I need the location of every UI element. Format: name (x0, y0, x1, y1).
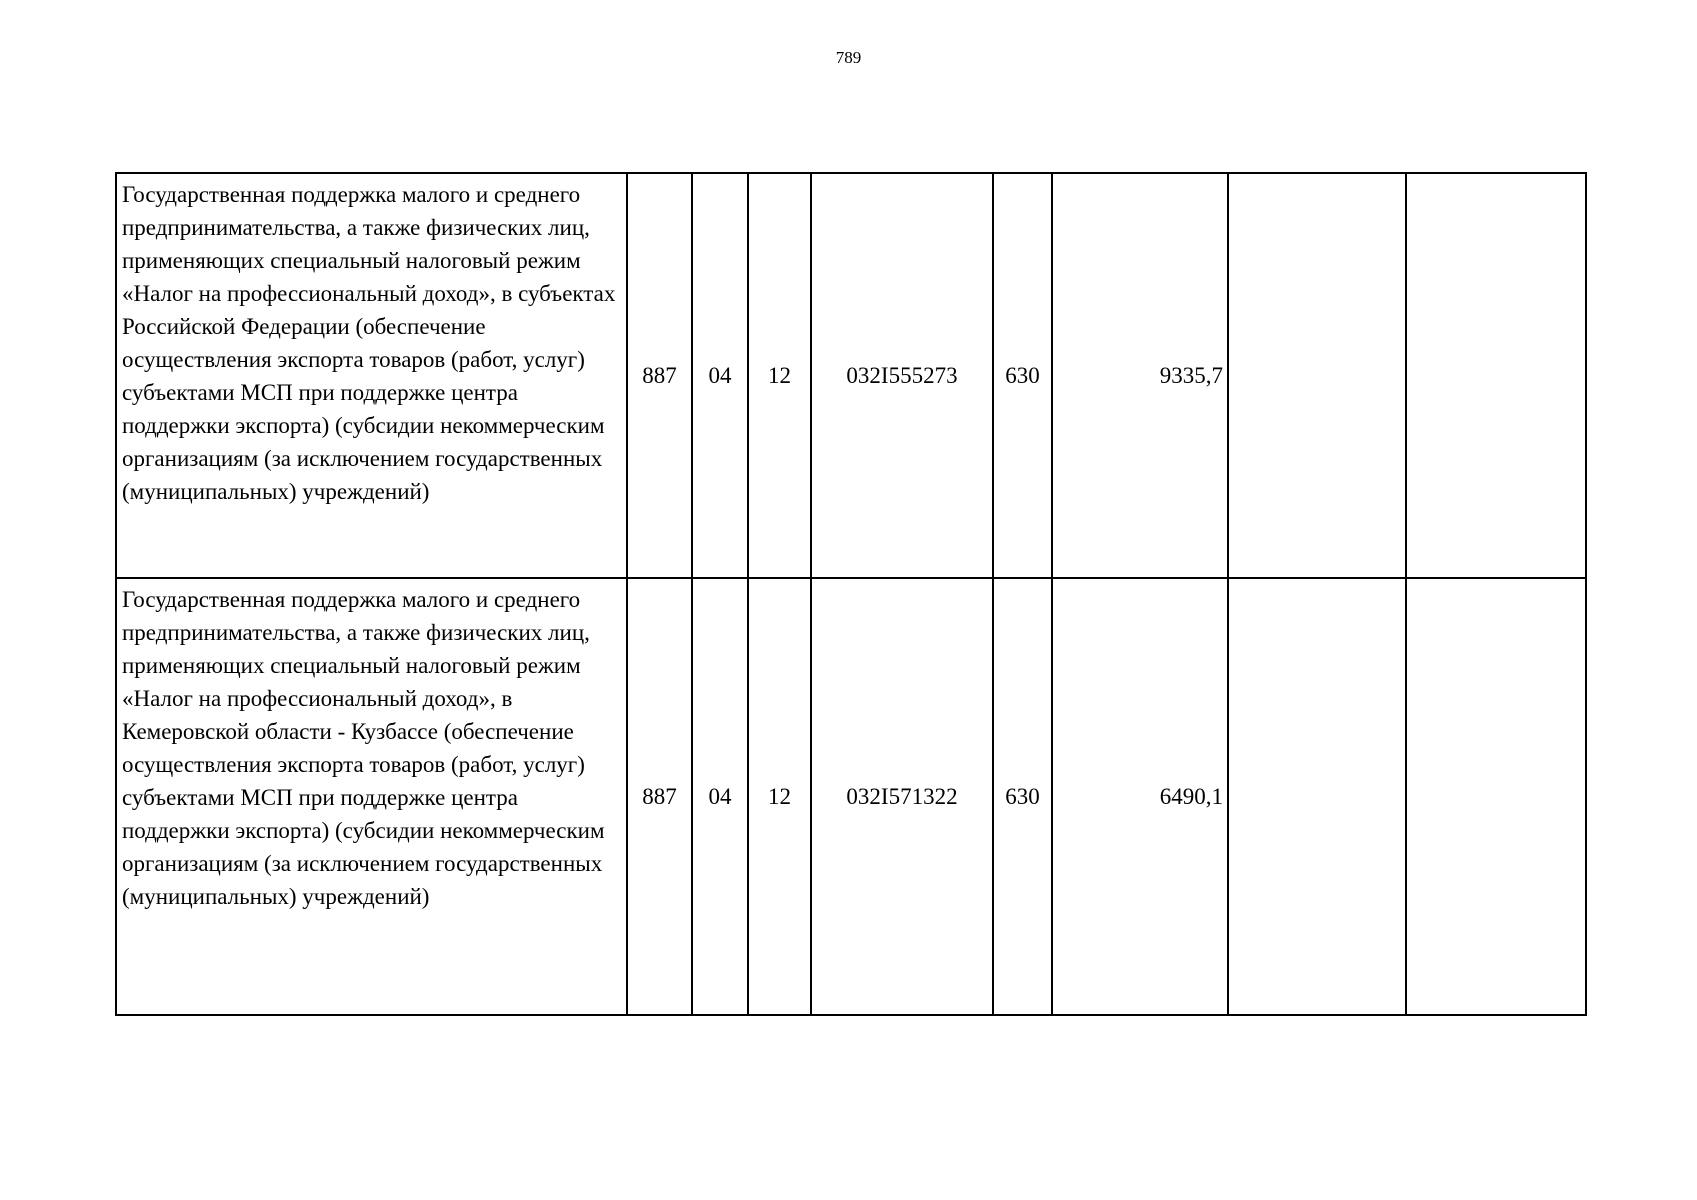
page-number: 789 (835, 48, 862, 67)
ministry-code: 887 (627, 173, 692, 578)
expense-type-code: 630 (993, 173, 1052, 578)
amount-cell: 9335,7 (1052, 173, 1228, 578)
table-row (116, 578, 1586, 1015)
target-article-code: 032I571322 (811, 578, 993, 1015)
budget-table (115, 172, 1587, 1016)
amount-cell-2 (1228, 173, 1406, 578)
target-article-code: 032I555273 (811, 173, 993, 578)
amount-cell-3 (1406, 173, 1586, 578)
subsection-code: 12 (748, 578, 811, 1015)
expense-type-code: 630 (993, 578, 1052, 1015)
subsection-code: 12 (748, 173, 811, 578)
ministry-code: 887 (627, 578, 692, 1015)
amount-cell-3 (1406, 578, 1586, 1015)
section-code: 04 (692, 173, 748, 578)
amount-cell: 6490,1 (1052, 578, 1228, 1015)
table-row (116, 173, 1586, 578)
section-code: 04 (692, 578, 748, 1015)
amount-cell-2 (1228, 578, 1406, 1015)
row-description: Государственная поддержка малого и среднего предпринимательства, а также физических лиц, применяющих специальный налоговый режим «Налог на профессиональный доход», в Кемеровской области - Кузбассе (обеспечение осуществления экспорта товаров (работ, услуг) субъектами МСП при поддержке центра поддержки экспорта) (субсидии некоммерческим организациям (за исключением государственных (муниципальных) учреждений) (116, 578, 627, 1015)
row-description: Государственная поддержка малого и среднего предпринимательства, а также физических лиц, применяющих специальный налоговый режим «Налог на профессиональный доход», в субъектах Российской Федерации (обеспечение осуществления экспорта товаров (работ, услуг) субъектами МСП при поддержке центра поддержки экспорта) (субсидии некоммерческим организациям (за исключением государственных (муниципальных) учреждений) (116, 173, 627, 578)
